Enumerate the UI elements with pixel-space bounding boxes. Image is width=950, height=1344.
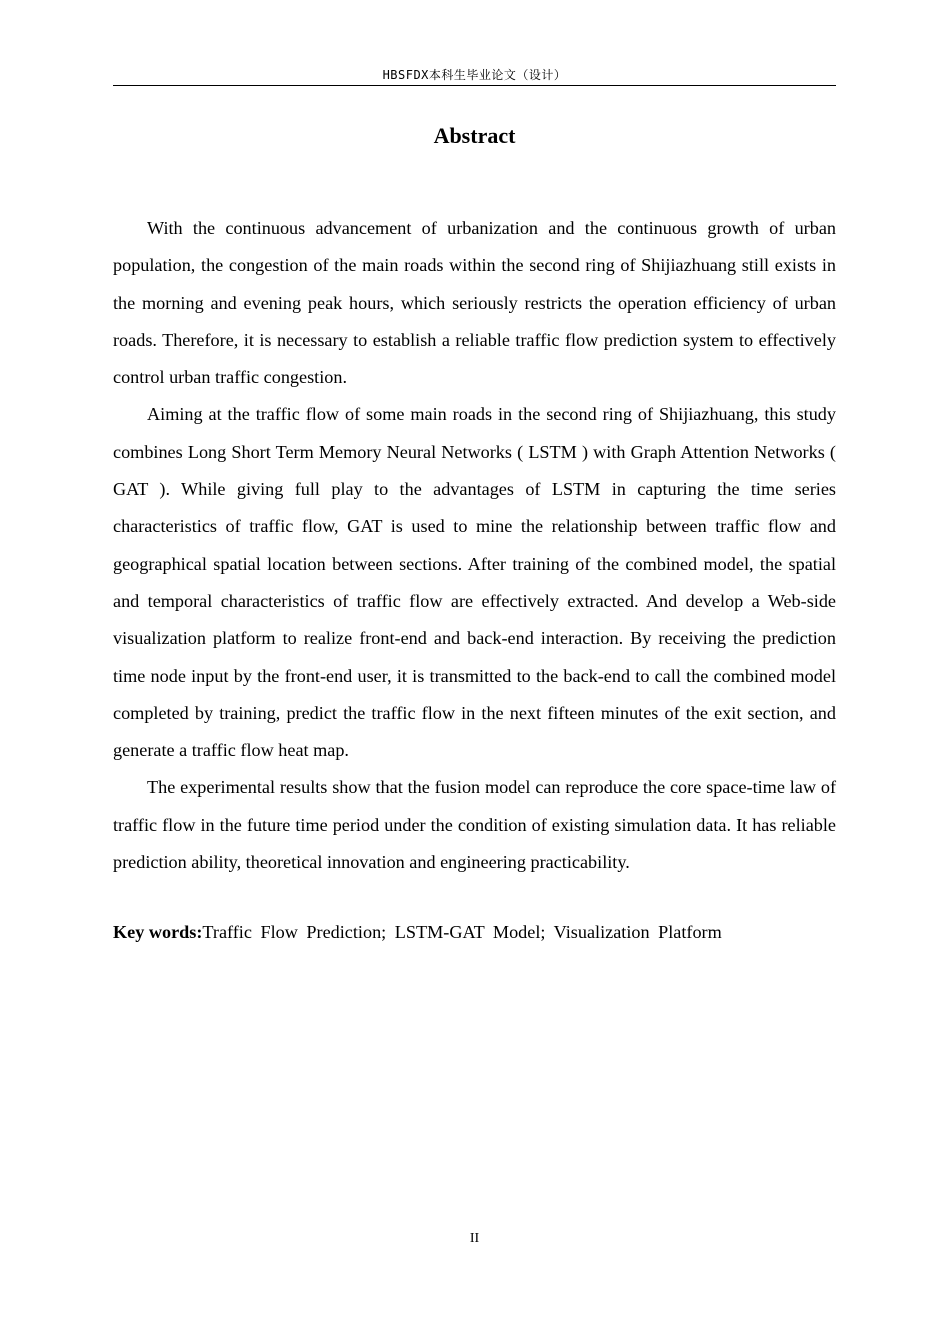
keywords-label: Key words: bbox=[113, 922, 203, 942]
abstract-paragraph-3: The experimental results show that the fusion model can reproduce the core space-time law of traffic flow in the future time period under the condition of existing simulation data. It has reliable prediction ability, theoretical innovation and engineering practicability. bbox=[113, 777, 836, 873]
abstract-title: Abstract bbox=[433, 123, 516, 148]
keywords-text: Traffic Flow Prediction; LSTM-GAT Model; Visualization Platform bbox=[202, 922, 722, 942]
header-rule bbox=[113, 85, 836, 86]
keywords-line bbox=[113, 916, 836, 948]
abstract-paragraph-1: With the continuous advancement of urbanization and the continuous growth of urban population, the congestion of the main roads within the second ring of Shijiazhuang still exists in the morning and evening peak hours, which seriously restricts the operation efficiency of urban roads. Therefore, it is necessary to establish a reliable traffic flow prediction system to effectively control urban traffic congestion. bbox=[113, 218, 836, 388]
running-header: HBSFDX本科生毕业论文（设计） bbox=[382, 68, 567, 82]
page-number: II bbox=[469, 1231, 480, 1246]
abstract-paragraph-2: Aiming at the traffic flow of some main roads in the second ring of Shijiazhuang, this study combines Long Short Term Memory Neural Networks ( LSTM ) with Graph Attention Networks ( GAT ). While giving full play to the advantages of LSTM in capturing the time series characteristics of traffic flow, GAT is used to mine the relationship between traffic flow and geographical spatial location between sections. After training of the combined model, the spatial and temporal characteristics of traffic flow are effectively extracted. And develop a Web-side visualization platform to realize front-end and back-end interaction. By receiving the prediction time node input by the front-end user, it is transmitted to the back-end to call the combined model completed by training, predict the traffic flow in the next fifteen minutes of the exit section, and generate a traffic flow heat map. bbox=[113, 404, 836, 761]
abstract-body bbox=[113, 210, 836, 881]
